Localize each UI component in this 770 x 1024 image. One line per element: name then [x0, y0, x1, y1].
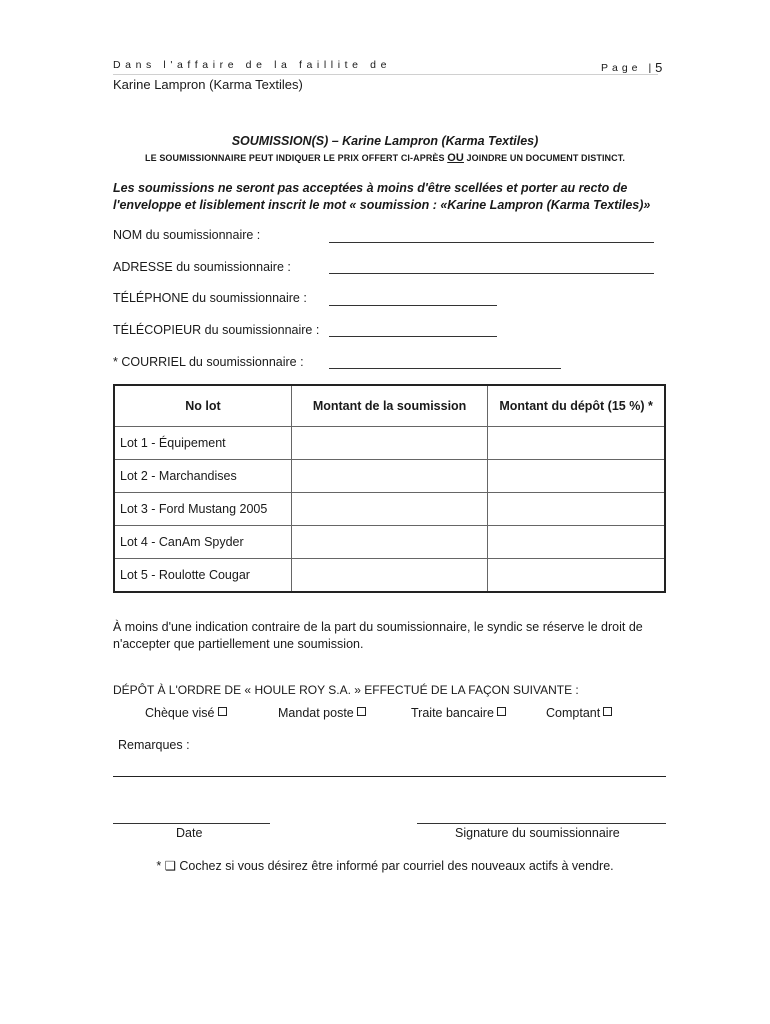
deposit-amount-cell[interactable]: [488, 526, 665, 559]
address-label: ADRESSE du soumissionnaire :: [113, 260, 291, 274]
table-row: [114, 526, 665, 559]
checkbox-icon[interactable]: [497, 707, 506, 716]
lot-label: Lot 4 - CanAm Spyder: [114, 526, 291, 559]
page-number: 5: [655, 60, 663, 75]
subtitle-after: JOINDRE UN DOCUMENT DISTINCT.: [463, 153, 625, 163]
bid-amount-cell[interactable]: [291, 460, 487, 493]
name-field[interactable]: [329, 242, 654, 243]
deposit-amount-cell[interactable]: [488, 493, 665, 526]
checkbox-icon[interactable]: [603, 707, 612, 716]
lot-label: Lot 3 - Ford Mustang 2005: [114, 493, 291, 526]
phone-label: TÉLÉPHONE du soumissionnaire :: [113, 291, 307, 305]
email-notification-note: * ❑ Cochez si vous désirez être informé par courriel des nouveaux actifs à vendre.: [156, 859, 614, 873]
bid-amount-cell[interactable]: [291, 526, 487, 559]
lot-label: Lot 2 - Marchandises: [114, 460, 291, 493]
fax-label: TÉLÉCOPIEUR du soumissionnaire :: [113, 323, 320, 337]
bid-amount-cell[interactable]: [291, 493, 487, 526]
signature-label: Signature du soumissionnaire: [455, 826, 620, 840]
option-money-order[interactable]: [278, 706, 366, 720]
debtor-name: Karine Lampron (Karma Textiles): [113, 77, 303, 92]
sealed-notice: Les soumissions ne seront pas acceptées à moins d'être scellées et porter au recto de l'enveloppe et lisiblement inscrit le mot « soumission : «Karine Lampron (Karma Textiles)»: [113, 181, 651, 212]
option-label: Comptant: [546, 706, 601, 720]
phone-field[interactable]: [329, 305, 497, 306]
remarks-field[interactable]: [113, 776, 666, 777]
bid-amount-cell[interactable]: [291, 427, 487, 460]
address-field[interactable]: [329, 273, 654, 274]
form-subtitle: [0, 152, 770, 164]
fax-field[interactable]: [329, 336, 497, 337]
date-field[interactable]: [113, 823, 270, 824]
form-title: SOUMISSION(S) – Karine Lampron (Karma Textiles): [231, 134, 539, 148]
option-certified-cheque[interactable]: [145, 706, 227, 720]
option-bank-draft[interactable]: [411, 706, 506, 720]
header-divider: [113, 74, 658, 75]
page-indicator: [601, 59, 662, 74]
option-cash[interactable]: [546, 706, 612, 720]
col-lot-number: No lot: [114, 385, 291, 427]
option-label: Traite bancaire: [411, 706, 494, 720]
page-label: Page |: [601, 62, 656, 74]
name-label: NOM du soumissionnaire :: [113, 228, 261, 242]
partial-acceptance-clause: À moins d'une indication contraire de la part du soumissionnaire, le syndic se réserve le droit de n'accepter que partiellement une soumission.: [113, 620, 643, 651]
deposit-amount-cell[interactable]: [488, 427, 665, 460]
remarks-label: Remarques :: [118, 738, 190, 752]
table-row: [114, 427, 665, 460]
lot-label: Lot 1 - Équipement: [114, 427, 291, 460]
lots-table: [113, 384, 666, 593]
table-row: [114, 559, 665, 593]
deposit-amount-cell[interactable]: [488, 460, 665, 493]
option-label: Mandat poste: [278, 706, 354, 720]
deposit-heading: DÉPÔT À L'ORDRE DE « HOULE ROY S.A. » EFFECTUÉ DE LA FAÇON SUIVANTE :: [113, 683, 579, 697]
lot-label: Lot 5 - Roulotte Cougar: [114, 559, 291, 593]
subtitle-before: LE SOUMISSIONNAIRE PEUT INDIQUER LE PRIX OFFERT CI-APRÈS: [145, 153, 448, 163]
checkbox-icon[interactable]: [357, 707, 366, 716]
email-label: * COURRIEL du soumissionnaire :: [113, 355, 304, 369]
table-row: [114, 493, 665, 526]
table-header-row: [114, 385, 665, 427]
checkbox-icon[interactable]: [218, 707, 227, 716]
date-label: Date: [176, 826, 203, 840]
col-bid-amount: Montant de la soumission: [291, 385, 487, 427]
case-header: Dans l'affaire de la faillite de: [113, 59, 392, 71]
email-field[interactable]: [329, 368, 561, 369]
deposit-amount-cell[interactable]: [488, 559, 665, 593]
option-label: Chèque visé: [145, 706, 215, 720]
bid-amount-cell[interactable]: [291, 559, 487, 593]
col-deposit-amount: Montant du dépôt (15 %) *: [488, 385, 665, 427]
subtitle-emphasis: OU: [447, 152, 464, 164]
signature-field[interactable]: [417, 823, 666, 824]
table-row: [114, 460, 665, 493]
